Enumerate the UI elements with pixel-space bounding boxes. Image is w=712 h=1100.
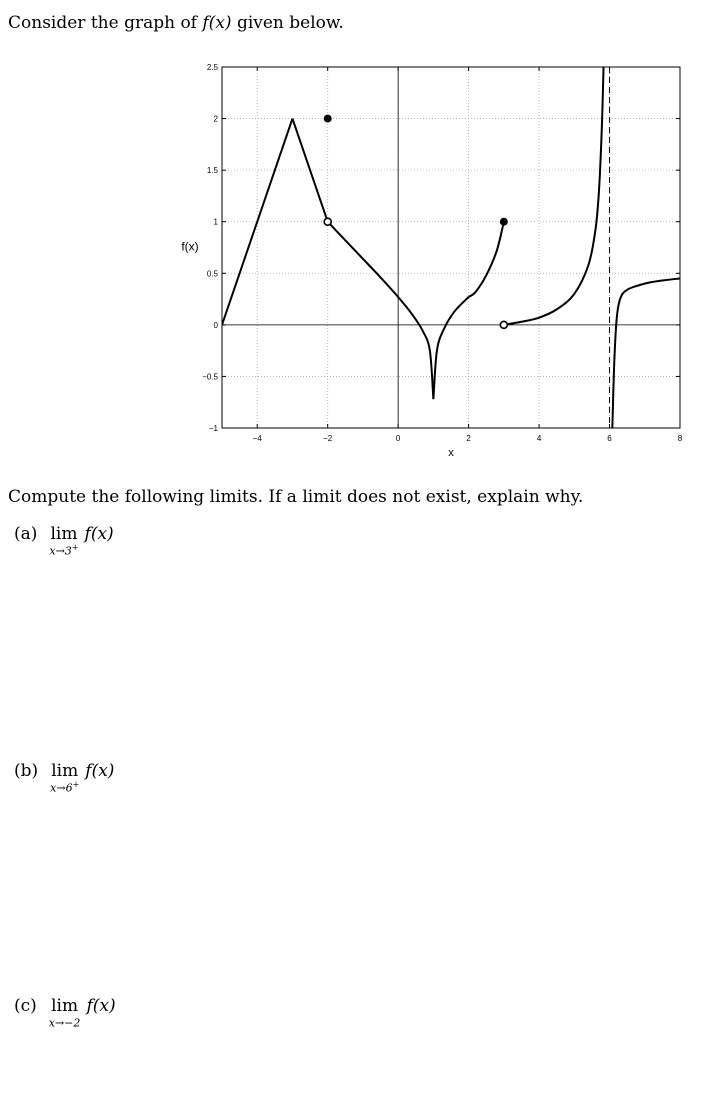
approach-text: x→−2 — [48, 1016, 81, 1030]
closed-point — [324, 115, 331, 122]
limit-expression — [50, 761, 79, 794]
y-tick-label: 0.5 — [206, 269, 218, 279]
limit-approach — [50, 780, 79, 794]
closed-point — [500, 218, 507, 225]
y-tick-label: −1 — [208, 424, 218, 433]
open-point — [324, 218, 331, 225]
y-tick-label: 1.5 — [206, 166, 218, 176]
x-tick-label: 2 — [466, 434, 471, 443]
open-point — [500, 321, 507, 328]
intro-before: Consider the graph of — [8, 13, 203, 33]
lim-word: lim — [51, 761, 79, 781]
y-axis-label: f(x) — [181, 239, 199, 254]
intro-after: given below. — [231, 13, 344, 33]
y-tick-label: 0 — [213, 320, 218, 330]
x-tick-label: 6 — [607, 434, 612, 443]
problem-c — [14, 996, 116, 1029]
intro-text — [8, 13, 344, 33]
lim-word: lim — [51, 996, 79, 1016]
limit-approach — [49, 543, 78, 557]
approach-side: + — [71, 543, 79, 552]
approach-text: x→6 — [50, 781, 73, 795]
x-tick-label: 8 — [677, 434, 683, 443]
y-tick-label: 1 — [213, 217, 218, 227]
x-tick-label: 0 — [395, 434, 401, 443]
lim-word: lim — [50, 524, 78, 544]
approach-text: x→3 — [49, 544, 72, 558]
instructions: Compute the following limits. If a limit does not exist, explain why. — [8, 487, 584, 507]
problem-label: (c) — [14, 996, 37, 1016]
problem-b — [14, 761, 114, 794]
limit-approach — [49, 1015, 81, 1029]
y-tick-label: 2 — [213, 114, 218, 124]
y-tick-label: −0.5 — [202, 372, 218, 382]
problem-label: (a) — [14, 524, 38, 544]
limit-function: f(x) — [84, 524, 114, 544]
x-tick-label: −4 — [252, 434, 262, 443]
problem-label: (b) — [14, 761, 39, 781]
x-tick-label: −2 — [323, 434, 333, 443]
limit-expression — [49, 996, 81, 1029]
intro-function: f(x) — [202, 13, 232, 33]
limit-function: f(x) — [86, 996, 116, 1016]
x-tick-label: 4 — [536, 434, 542, 443]
limit-function: f(x) — [85, 761, 115, 781]
limit-expression — [49, 524, 78, 557]
problem-a — [14, 524, 114, 557]
approach-side: + — [72, 780, 80, 789]
y-tick-label: 2.5 — [206, 63, 218, 72]
x-axis-label: x — [448, 447, 454, 458]
function-graph — [160, 58, 700, 458]
